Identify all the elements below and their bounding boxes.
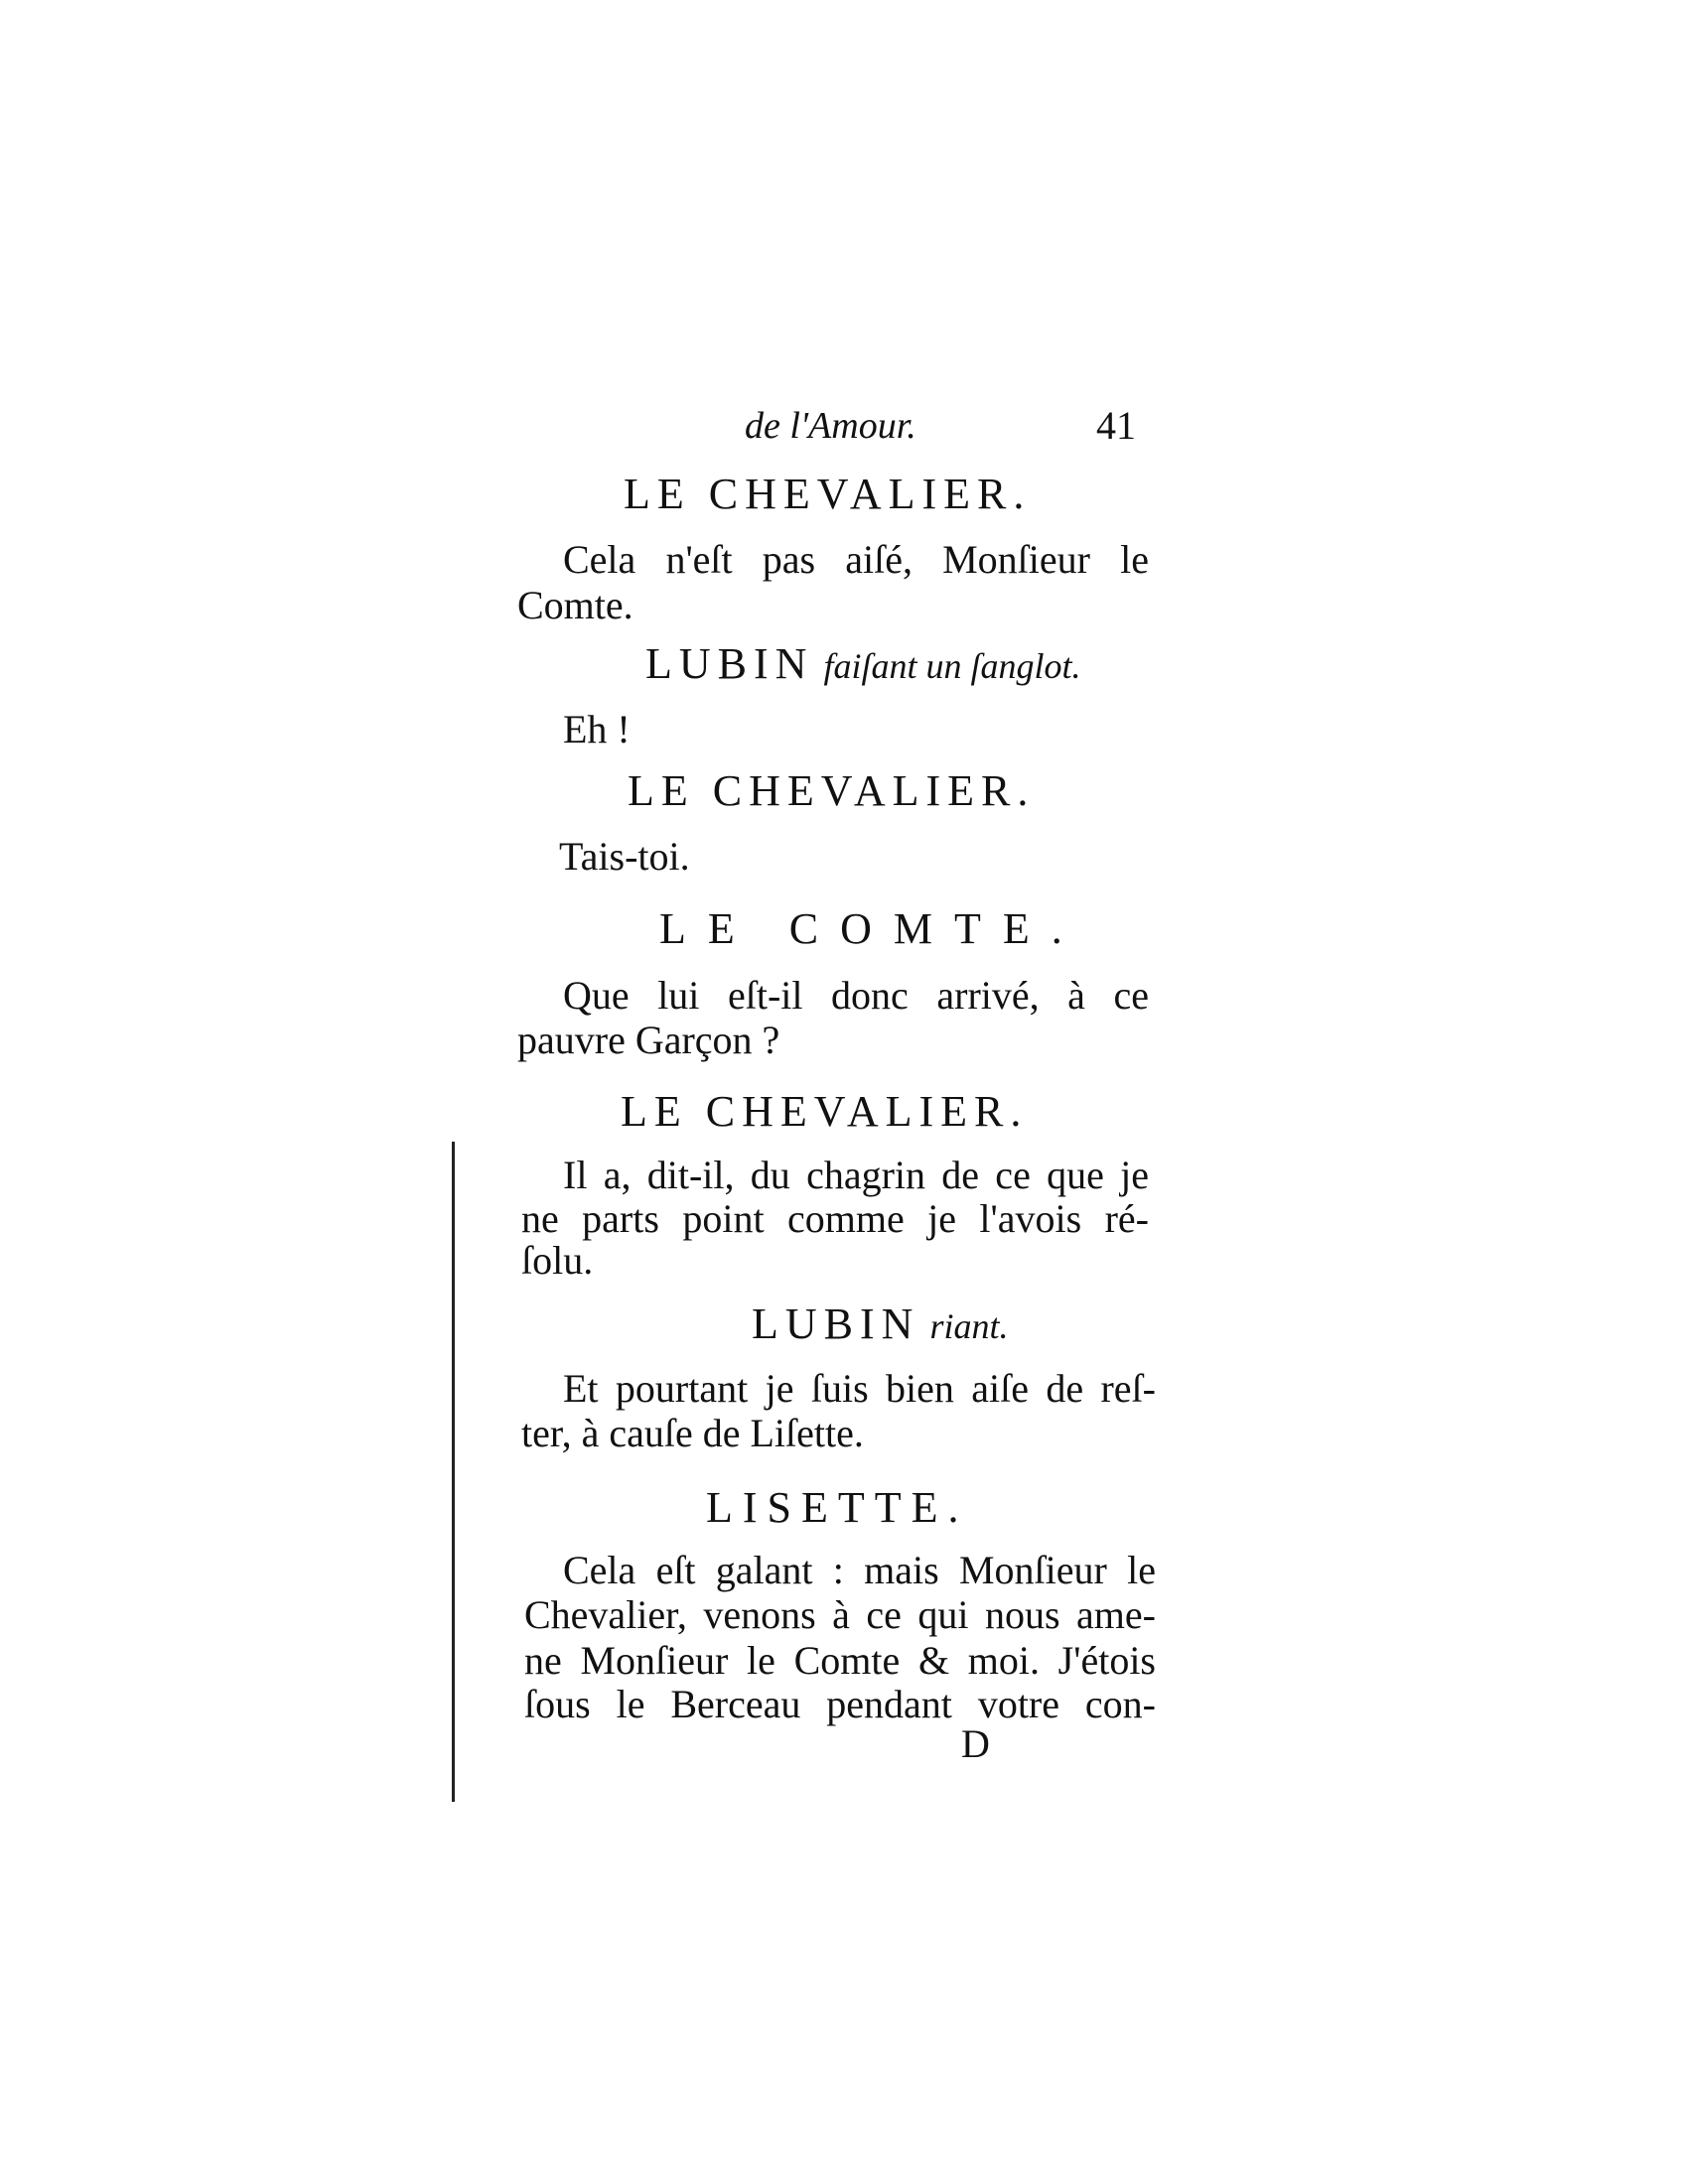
dialogue-line: Cela n'eſt pas aiſé, Monſieur le [563, 537, 1149, 582]
dialogue-line: Que lui eſt-il donc arrivé, à ce [563, 973, 1149, 1018]
page-number: 41 [1096, 403, 1136, 448]
dialogue-line: Cela eſt galant : mais Monſieur le [563, 1548, 1156, 1592]
dialogue-line: ne parts point comme je l'avois ré- [521, 1196, 1149, 1241]
speaker-heading: LE CHEVALIER. [624, 470, 1032, 518]
dialogue-line: ter, à cauſe de Liſette. [521, 1411, 864, 1455]
dialogue-line: ſolu. [521, 1238, 594, 1283]
speaker-heading: LE CHEVALIER. [621, 1087, 1029, 1136]
speaker-name: LUBIN [645, 639, 814, 688]
dialogue-line: Tais-toi. [559, 834, 690, 879]
stage-direction: faiſant un ſanglot. [823, 646, 1081, 686]
speaker-heading: LE CHEVALIER. [628, 766, 1036, 815]
page-edge-rule [452, 1142, 455, 1802]
dialogue-line: Comte. [517, 583, 633, 627]
stage-direction: riant. [929, 1306, 1009, 1346]
speaker-heading: LISETTE. [706, 1483, 969, 1532]
speaker-name: LUBIN [752, 1299, 920, 1348]
speaker-heading: LE COMTE. [659, 904, 1084, 953]
dialogue-line: ſous le Berceau pendant votre con- [524, 1682, 1156, 1726]
dialogue-line: pauvre Garçon ? [517, 1018, 780, 1062]
dialogue-line: ne Monſieur le Comte & moi. J'étois [524, 1638, 1156, 1683]
dialogue-line: Eh ! [563, 707, 631, 751]
running-title: de l'Amour. [745, 405, 916, 447]
dialogue-line: Et pourtant je ſuis bien aiſe de reſ- [563, 1366, 1156, 1411]
signature-mark: D [961, 1721, 990, 1766]
speaker-heading [752, 1300, 1008, 1350]
speaker-heading [645, 640, 1080, 690]
dialogue-line: Chevalier, venons à ce qui nous ame- [524, 1592, 1156, 1637]
dialogue-line: Il a, dit-il, du chagrin de ce que je [563, 1153, 1149, 1197]
